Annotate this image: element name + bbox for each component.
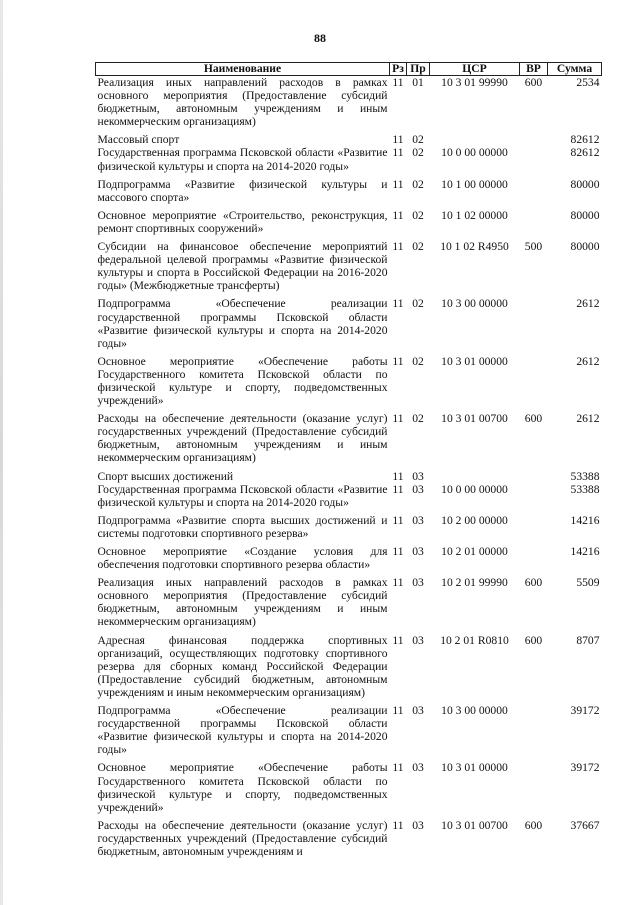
cell-name: Реализация иных направлений расходов в рамках основного мероприятия (Предоставление субсидий бюджетным, автономным учреждениям и иным некоммерческим организациям): [97, 576, 388, 629]
cell-csr: 10 0 00 00000: [441, 482, 508, 496]
column-header-sum: Сумма: [548, 63, 602, 76]
cell-csr: 10 3 01 99990: [441, 76, 508, 89]
table-row: [96, 756, 602, 813]
cell-sum: 80000: [570, 177, 600, 191]
table-row: [96, 814, 602, 858]
cell-rz: 11: [392, 133, 404, 147]
scan-edge: [0, 0, 3, 905]
cell-vr: 500: [524, 240, 543, 254]
cell-sum: 39172: [570, 704, 600, 718]
cell-name: Подпрограмма «Обеспечение реализации государственной программы Псковской области «Развитие физической культуры и спорта на 2014-2020 годы»: [97, 297, 388, 350]
cell-csr: 10 3 00 00000: [441, 704, 508, 718]
cell-pr: 03: [412, 704, 424, 718]
table-body: [96, 76, 602, 859]
cell-name: Массовый спорт: [97, 133, 180, 147]
cell-rz: 11: [392, 412, 404, 426]
cell-sum: 2612: [576, 412, 600, 426]
table-row: [96, 76, 602, 129]
table-row: [96, 509, 602, 540]
cell-pr: 02: [412, 177, 424, 191]
cell-csr: 10 3 01 00700: [441, 412, 508, 426]
cell-rz: 11: [392, 177, 404, 191]
table-row: [96, 204, 602, 235]
cell-csr: 10 3 01 00000: [441, 761, 508, 775]
cell-rz: 11: [392, 146, 404, 160]
cell-pr: 03: [412, 513, 424, 527]
cell-vr: [520, 350, 548, 407]
column-header-vr: ВР: [520, 63, 548, 76]
cell-rz: 11: [392, 240, 404, 254]
cell-name: Подпрограмма «Развитие физической культуры и массового спорта»: [97, 177, 388, 204]
cell-name: Основное мероприятие «Обеспечение работы Государственного комитета Псковской области по физической культуре и спорту, подведомственных учреждений»: [97, 354, 388, 408]
cell-csr: 10 1 00 00000: [441, 177, 508, 191]
cell-name: Реализация иных направлений расходов в рамках основного мероприятия (Предоставление субсидий бюджетным, автономным учреждениям и иным некоммерческим организациям): [97, 76, 388, 129]
table-row: [96, 292, 602, 349]
cell-pr: 02: [412, 297, 424, 311]
cell-vr: [520, 173, 548, 204]
table-row: [96, 465, 602, 483]
cell-pr: 02: [412, 240, 424, 254]
cell-name: Государственная программа Псковской области «Развитие физической культуры и спорта на 2014-2020 годы»: [97, 146, 388, 173]
cell-vr: [520, 540, 548, 571]
column-header-name: Наименование: [96, 63, 390, 76]
cell-pr: 03: [412, 633, 424, 647]
cell-sum: 39172: [570, 761, 600, 775]
cell-pr: 02: [412, 133, 424, 147]
cell-name: Расходы на обеспечение деятельности (оказание услуг) государственных учреждений (Предоставление субсидий бюджетным, автономным учреждениям и: [97, 818, 388, 858]
cell-pr: 03: [412, 818, 424, 832]
cell-sum: 53388: [570, 482, 600, 496]
column-header-pr: Пр: [407, 63, 430, 76]
cell-csr: 10 2 01 00000: [441, 545, 508, 558]
cell-rz: 11: [392, 76, 404, 89]
table-row: [96, 483, 602, 509]
cell-name: Основное мероприятие «Обеспечение работы Государственного комитета Псковской области по физической культуре и спорту, подведомственных учреждений»: [97, 761, 388, 814]
cell-rz: 11: [392, 297, 404, 311]
cell-name: Адресная финансовая поддержка спортивных организаций, осуществляющих подготовку спортивного резерва для сборных команд Российской Федерации (Предоставление субсидий бюджетным, автономным учреждениям и иным некоммерческим организациям): [97, 633, 388, 699]
table-row: [96, 407, 602, 464]
cell-pr: 03: [412, 576, 424, 590]
cell-vr: 600: [524, 576, 543, 590]
cell-rz: 11: [392, 208, 404, 222]
cell-vr: 600: [524, 412, 543, 426]
table-row: [96, 146, 602, 172]
cell-rz: 11: [392, 704, 404, 718]
cell-pr: 02: [412, 146, 424, 160]
cell-pr: 02: [412, 208, 424, 222]
cell-rz: 11: [392, 354, 404, 368]
cell-vr: [520, 699, 548, 756]
cell-vr: [520, 292, 548, 349]
cell-csr: 10 3 00 00000: [441, 297, 508, 311]
cell-sum: 14216: [570, 513, 600, 527]
cell-name: Основное мероприятие «Создание условия для обеспечения подготовки спортивного резерва области»: [97, 545, 388, 572]
cell-sum: 82612: [570, 133, 600, 147]
cell-vr: [520, 204, 548, 235]
cell-pr: 03: [412, 482, 424, 496]
cell-vr: [520, 146, 548, 172]
cell-name: Спорт высших достижений: [97, 469, 234, 483]
cell-rz: 11: [392, 545, 404, 558]
cell-sum: 80000: [570, 240, 600, 254]
table-row: [96, 540, 602, 571]
table-row: [96, 629, 602, 699]
cell-sum: 2612: [576, 354, 600, 368]
cell-csr: 10 2 01 99990: [441, 576, 508, 590]
cell-vr: 600: [524, 633, 543, 647]
cell-csr: 10 1 02 R4950: [440, 240, 509, 254]
table-row: [96, 350, 602, 407]
cell-sum: 53388: [570, 469, 600, 483]
cell-vr: [520, 465, 548, 483]
cell-pr: 03: [412, 761, 424, 775]
column-header-csr: ЦСР: [430, 63, 520, 76]
cell-pr: 03: [412, 545, 424, 558]
cell-sum: 2612: [576, 297, 600, 311]
cell-vr: 600: [524, 76, 543, 89]
cell-csr: [430, 465, 520, 483]
cell-vr: [520, 509, 548, 540]
cell-pr: 01: [412, 76, 424, 89]
table-row: [96, 699, 602, 756]
cell-pr: 02: [412, 354, 424, 368]
column-header-rz: Рз: [390, 63, 407, 76]
cell-name: Субсидии на финансовое обеспечение мероприятий федеральной целевой программы «Развитие физической культуры и спорта в Российской Федерации на 2016-2020 годы» (Межбюджетные трансферты): [97, 240, 388, 293]
cell-name: Подпрограмма «Развитие спорта высших достижений и системы подготовки спортивного резерва»: [97, 513, 388, 540]
cell-csr: 10 3 01 00700: [441, 818, 508, 832]
table-header: [96, 63, 602, 76]
cell-sum: 82612: [570, 146, 600, 160]
cell-rz: 11: [392, 818, 404, 832]
cell-vr: [520, 756, 548, 813]
cell-vr: 600: [524, 818, 543, 832]
cell-csr: 10 1 02 00000: [441, 208, 508, 222]
cell-name: Подпрограмма «Обеспечение реализации государственной программы Псковской области «Развитие физической культуры и спорта на 2014-2020 годы»: [97, 704, 388, 757]
cell-name: Государственная программа Псковской области «Развитие физической культуры и спорта на 2014-2020 годы»: [97, 482, 388, 509]
cell-sum: 14216: [570, 545, 600, 558]
table-row: [96, 571, 602, 628]
cell-name: Расходы на обеспечение деятельности (оказание услуг) государственных учреждений (Предоставление субсидий бюджетным, автономным учреждениям и иным некоммерческим организациям): [97, 412, 388, 465]
cell-sum: 5509: [576, 576, 600, 590]
cell-csr: 10 2 00 00000: [441, 513, 508, 527]
cell-sum: 8707: [576, 633, 600, 647]
cell-rz: 11: [392, 469, 404, 483]
cell-csr: [430, 128, 520, 146]
cell-csr: 10 0 00 00000: [441, 146, 508, 160]
cell-rz: 11: [392, 482, 404, 496]
cell-csr: 10 3 01 00000: [441, 354, 508, 368]
cell-vr: [520, 128, 548, 146]
cell-vr: [520, 483, 548, 509]
cell-rz: 11: [392, 761, 404, 775]
cell-pr: 02: [412, 412, 424, 426]
cell-name: Основное мероприятие «Строительство, реконструкция, ремонт спортивных сооружений»: [97, 208, 388, 235]
cell-rz: 11: [392, 633, 404, 647]
cell-rz: 11: [392, 576, 404, 590]
page-number: 88: [314, 31, 326, 45]
budget-table: [95, 62, 602, 858]
cell-pr: 03: [412, 469, 424, 483]
cell-sum: 37667: [570, 818, 600, 832]
cell-sum: 80000: [570, 208, 600, 222]
table-row: [96, 173, 602, 204]
table-row: [96, 128, 602, 146]
cell-sum: 2534: [576, 76, 600, 89]
cell-rz: 11: [392, 513, 404, 527]
table-row: [96, 235, 602, 292]
cell-csr: 10 2 01 R0810: [440, 633, 509, 647]
